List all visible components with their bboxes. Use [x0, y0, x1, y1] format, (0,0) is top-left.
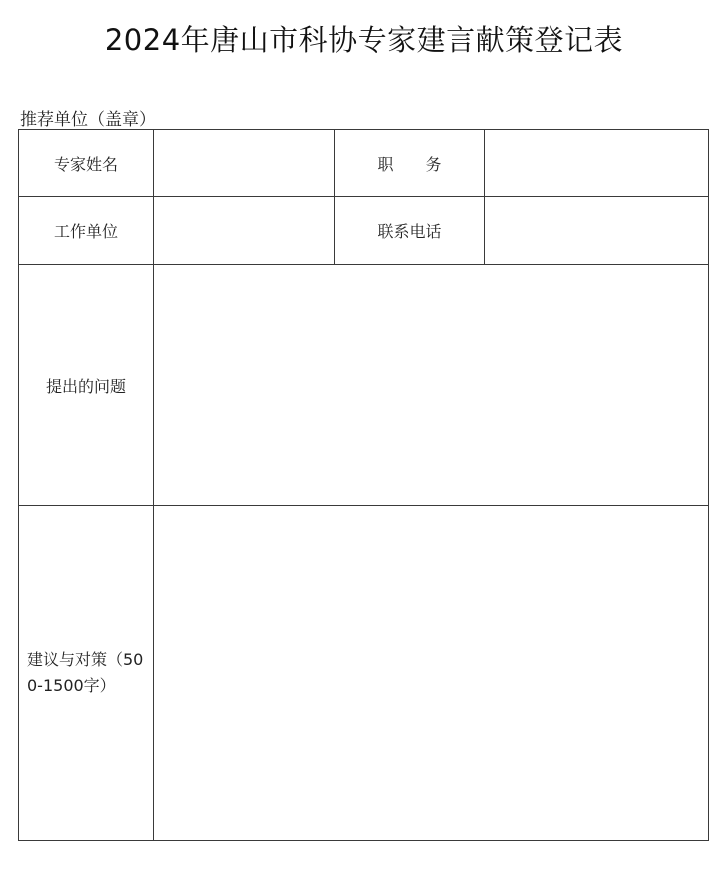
position-label: 职 务 [335, 130, 485, 197]
table-row-name-position [19, 130, 709, 197]
problem-field[interactable] [154, 265, 709, 506]
suggestion-label: 建议与对策（500-1500字） [19, 506, 154, 841]
table-row-unit-phone [19, 197, 709, 265]
expert-name-label: 专家姓名 [19, 130, 154, 197]
table-row-suggestion [19, 506, 709, 841]
work-unit-label: 工作单位 [19, 197, 154, 265]
position-field[interactable] [485, 130, 709, 197]
form-title: 2024年唐山市科协专家建言献策登记表 [104, 23, 624, 57]
recommend-unit-label: 推荐单位（盖章） [20, 110, 156, 130]
phone-label: 联系电话 [335, 197, 485, 265]
phone-field[interactable] [485, 197, 709, 265]
work-unit-field[interactable] [154, 197, 335, 265]
suggestion-field[interactable] [154, 506, 709, 841]
problem-label: 提出的问题 [19, 265, 154, 506]
expert-name-field[interactable] [154, 130, 335, 197]
registration-table [18, 129, 709, 841]
table-row-problem [19, 265, 709, 506]
